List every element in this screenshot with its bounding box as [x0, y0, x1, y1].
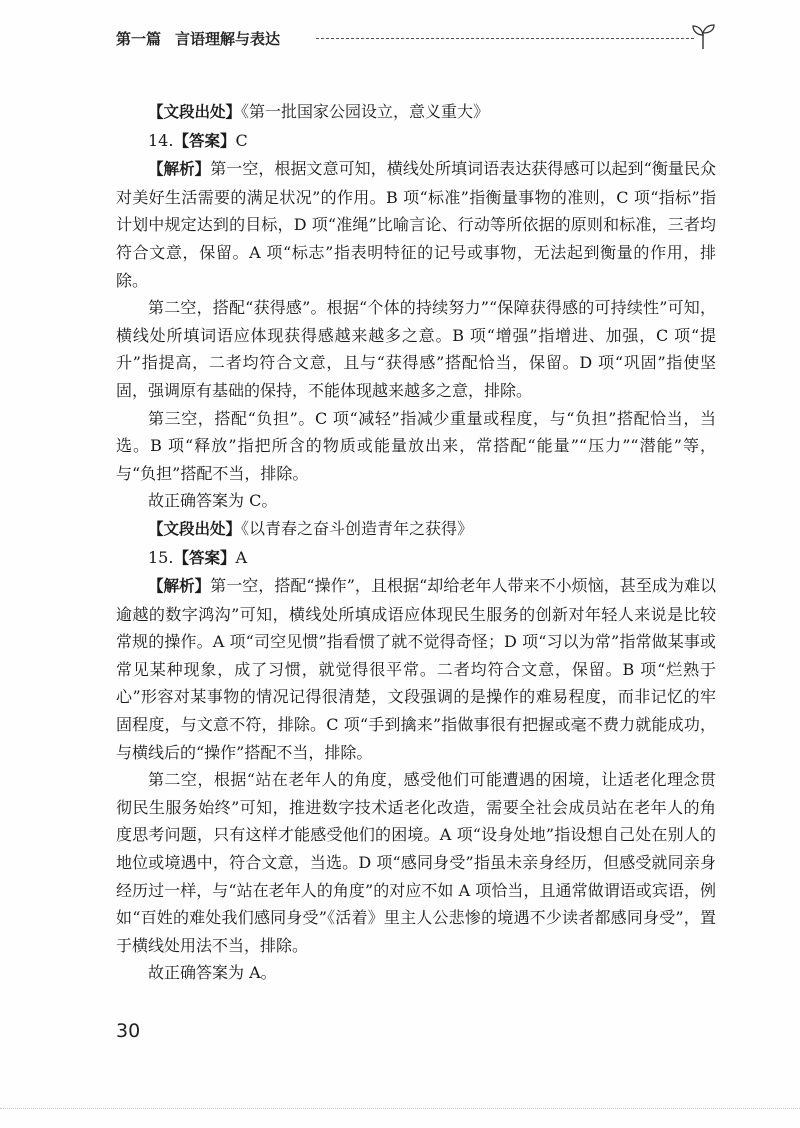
sprout-icon [690, 22, 716, 50]
answer-value: C [235, 130, 248, 150]
answer-label: 【答案】 [173, 131, 236, 150]
source-text: 《以青春之奋斗创造青年之获得》 [241, 518, 474, 538]
analysis-label: 【解析】 [148, 160, 211, 179]
paragraph-blank-3: 第三空，搭配“负担”。C 项“减轻”指减少重量或程度，与“负担”搭配恰当，当选。B 项“释放”指把所含的物质或能量放出来，常搭配“能量”“压力”“潜能”等，与“负担”搭配不当，排除。 [116, 408, 716, 483]
paragraph-blank-2-q15: 第二空，根据“站在老年人的角度，感受他们可能遭遇的困境，让适老化理念贯彻民生服务始终”可知，推进数字技术适老化改造，需要全社会成员站在老年人的角度思考问题，只有这样才能感受他们的困境。A 项“设身处地”指设想自己处在别人的地位或境遇中，符合文意，当选。D 项“感同身受”指虽未亲身经历，但感受就同亲身经历过一样，与“站在老年人的角度”的对应不如 A 项恰当，且通常做谓语或宾语，例如“百姓的难处我们感同身受”《活着》里主人公悲惨的境遇不少读者都感同身受”，置于横线处用法不当，排除。 [116, 770, 716, 955]
paragraph-conclusion-15: 故正确答案为 A。 [148, 963, 277, 983]
paragraph-blank-2: 第二空，搭配“获得感”。根据“个体的持续努力”“保障获得感的可持续性”可知，横线处所填词语应体现获得感越来越多之意。B 项“增强”指增进、加强，C 项“提升”指提高，二者均符合文意，且与“获得感”搭配恰当，保留。D 项“巩固”指使坚固，强调原有基础的保持，不能体现越来越多之意，排除。 [116, 298, 716, 400]
source-text: 《第一批国家公园设立，意义重大》 [241, 102, 490, 121]
answer-label: 【答案】 [173, 548, 236, 567]
header-title: 言语理解与表达 [175, 30, 281, 48]
paragraph-analysis-14 [116, 155, 716, 294]
page-number: 30 [116, 1020, 141, 1042]
source-label: 【文段出处】 [148, 519, 242, 538]
paragraph-source-1 [116, 98, 716, 127]
header-part: 第一篇 [116, 30, 162, 48]
analysis-text: 第一空，搭配“操作”，且根据“却给老年人带来不小烦恼，甚至成为难以逾越的数字鸿沟”可知，横线处所填成语应体现民生服务的创新对年轻人来说是比较常规的操作。A 项“司空见惯”指看惯了就不觉得奇怪；D 项“习以为常”指常做某事或常见某种现象，成了习惯，就觉得很平常。二者均符合文意，保留。B 项“烂熟于心”形容对某事物的情况记得很清楚，文段强调的是操作的难易程度，而非记忆的牢固程度，与文意不符，排除。C 项“手到擒来”指做事很有把握或毫不费力就能成功，与横线后的“操作”搭配不当，排除。 [116, 576, 716, 762]
analysis-text: 第一空，根据文意可知，横线处所填词语表达获得感可以起到“衡量民众对美好生活需要的满足状况”的作用。B 项“标准”指衡量事物的准则，C 项“指标”指计划中规定达到的目标，D 项“准绳”比喻言论、行动等所依据的原则和标准，三者均符合文意，保留。A 项“标志”指表明特征的记号或事物，无法起到衡量的作用，排除。 [116, 159, 716, 290]
header-text [116, 28, 294, 49]
bottom-scan-dots [0, 1108, 800, 1113]
header-dashed-rule [316, 38, 694, 39]
question-number: 14. [148, 130, 174, 150]
paragraph-answer-15 [116, 544, 716, 573]
paragraph-source-2 [116, 515, 716, 544]
paragraph-conclusion-14: 故正确答案为 C。 [148, 491, 278, 511]
analysis-label: 【解析】 [148, 577, 211, 596]
running-header [116, 22, 716, 52]
paragraph-answer-14 [116, 127, 716, 156]
paragraph-analysis-15 [116, 572, 716, 766]
page-body [116, 98, 716, 987]
source-label: 【文段出处】 [148, 103, 242, 121]
question-number: 15. [148, 547, 174, 567]
answer-value: A [235, 547, 248, 567]
